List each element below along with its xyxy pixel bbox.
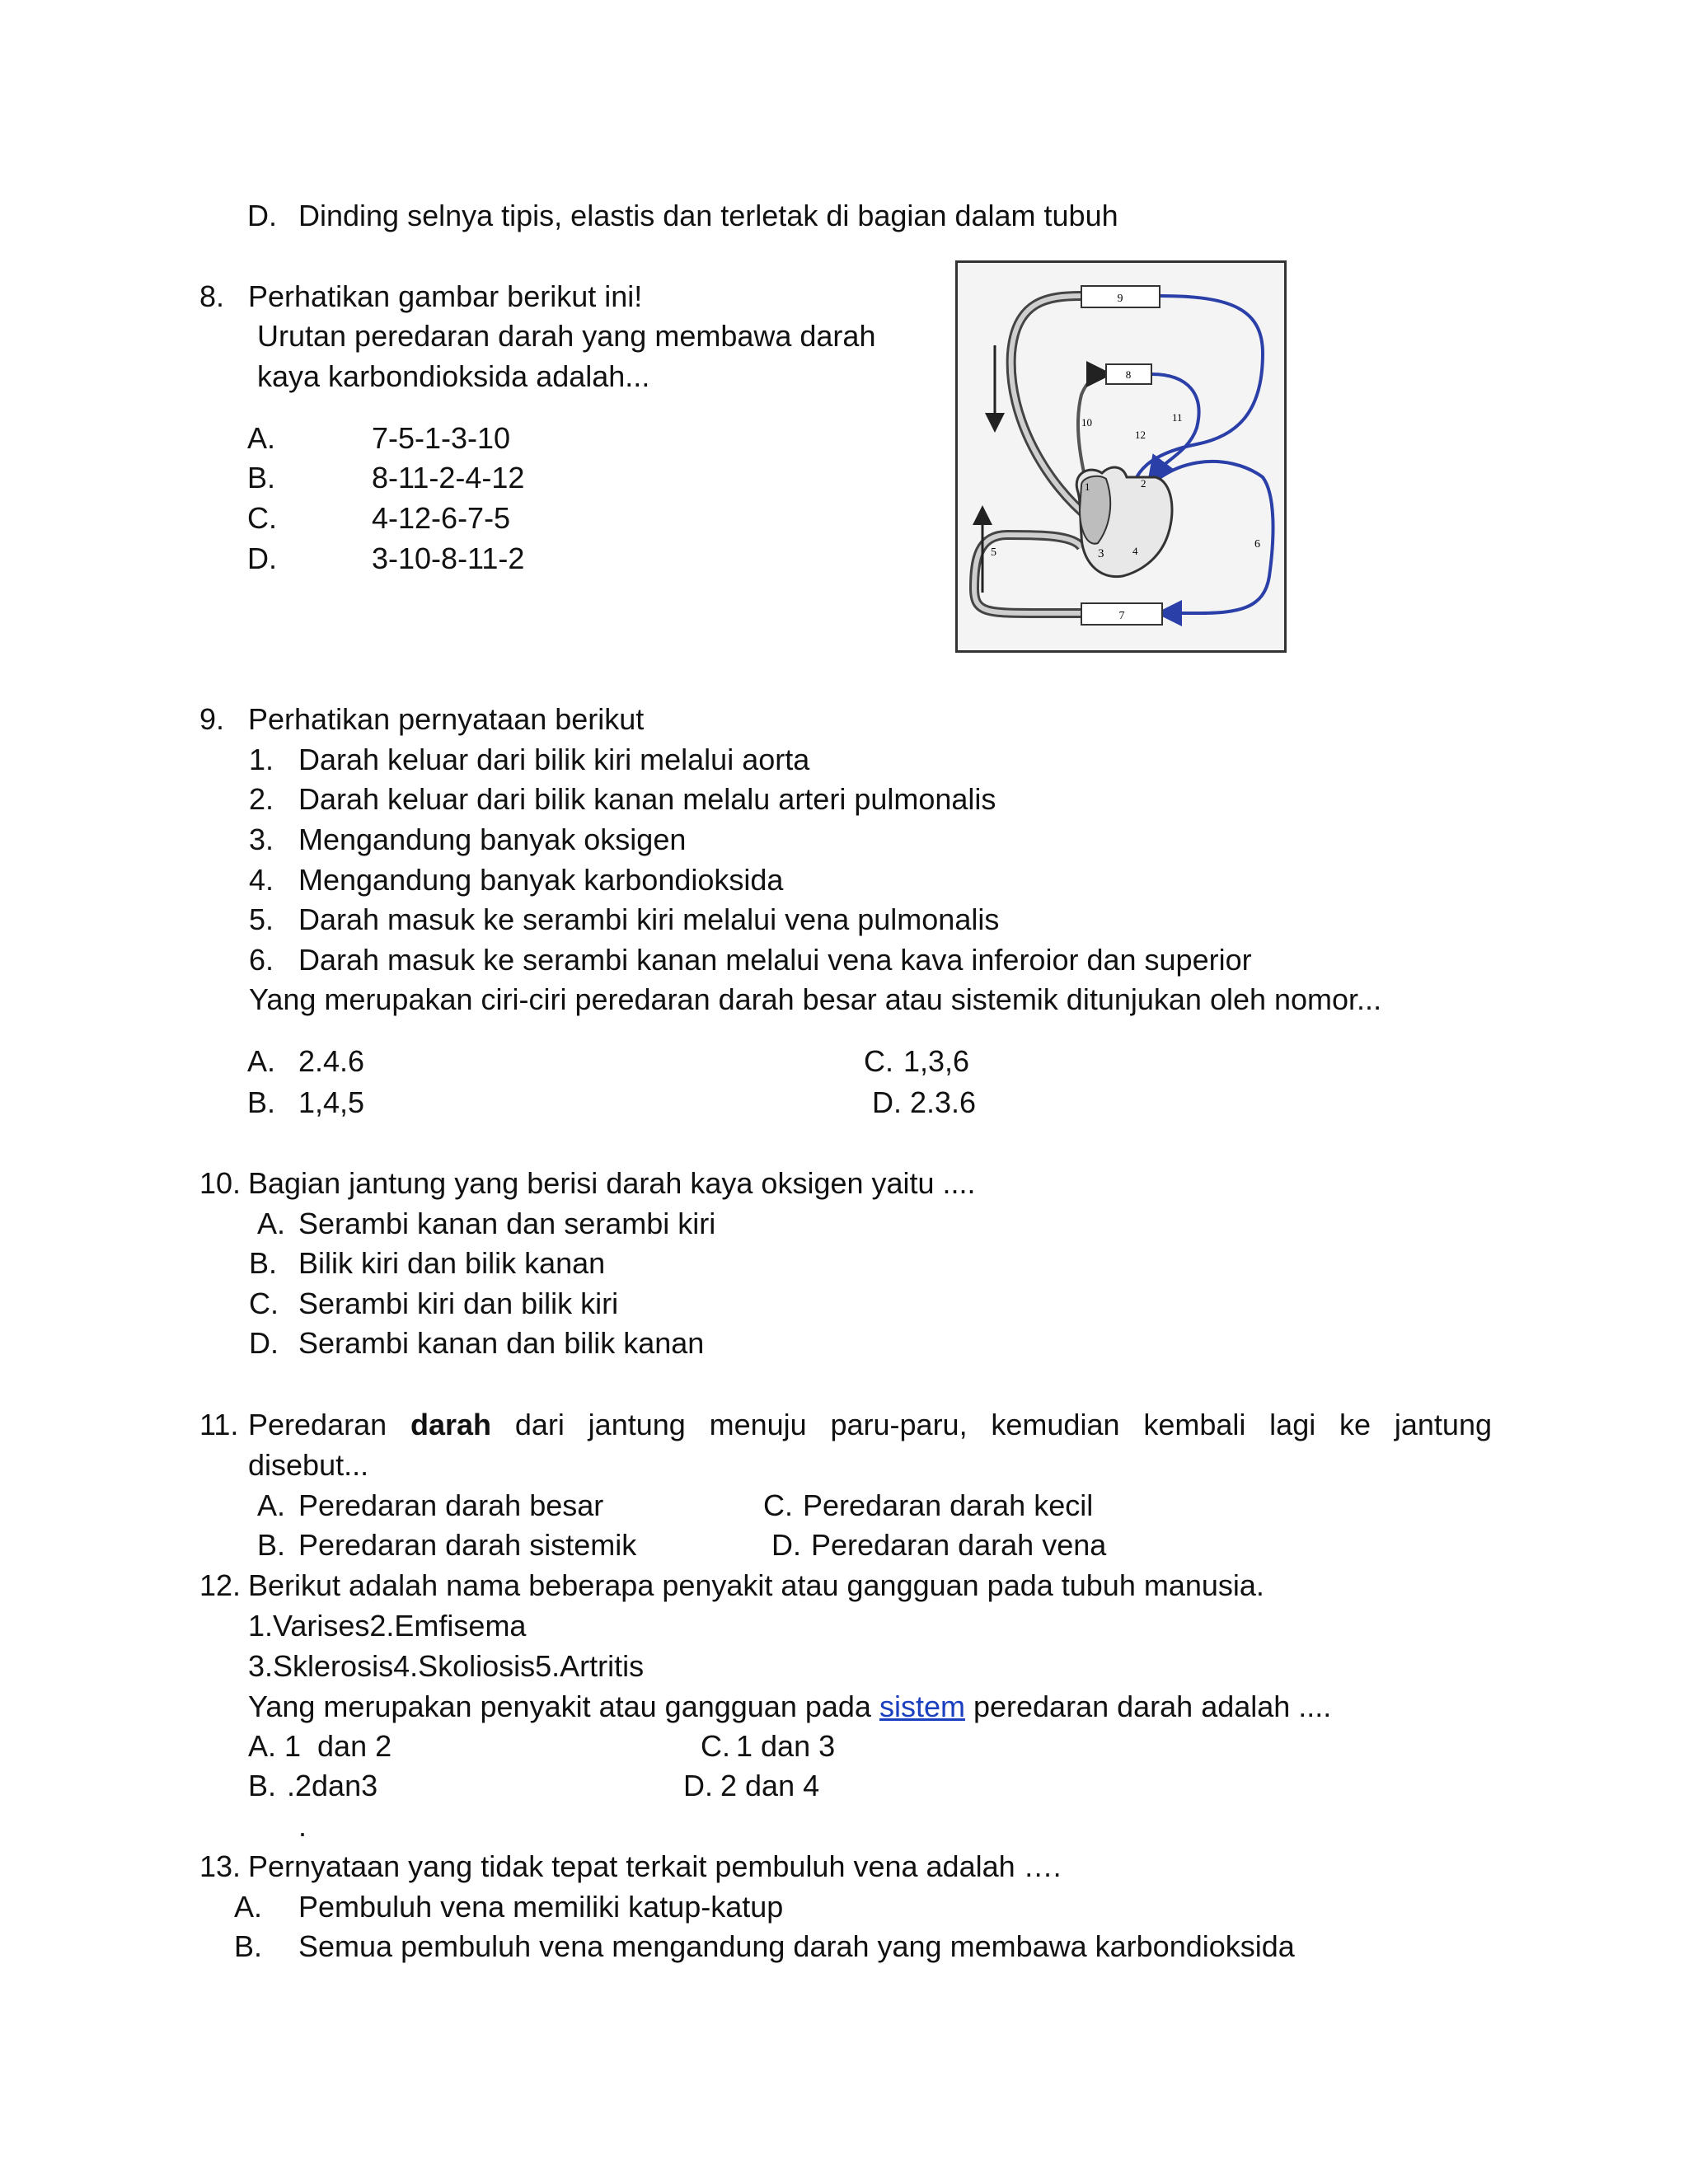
diagram-label: 11: [1172, 411, 1183, 424]
option-text: 1 dan 3: [736, 1729, 836, 1763]
statement-number: 3.: [249, 823, 274, 856]
option-text: Pembuluh vena memiliki katup-katup: [298, 1890, 784, 1924]
question-text: [248, 1410, 1492, 1440]
question-text: Bagian jantung yang berisi darah kaya oksigen yaitu ....: [248, 1166, 976, 1200]
option-text: 2 dan 4: [720, 1769, 820, 1802]
option-letter: A.: [247, 421, 276, 455]
option-letter: C.: [864, 1044, 893, 1078]
diagram-label: 5: [991, 546, 996, 559]
option-text: 2.4.6: [298, 1044, 365, 1078]
option-text: 1,3,6: [903, 1044, 970, 1078]
question-number: 10.: [199, 1166, 241, 1200]
diagram-label: 4: [1132, 545, 1138, 557]
question-text-line: kaya karbondioksida adalah...: [257, 359, 650, 393]
vessel-pulmonary-vein: [1151, 374, 1199, 477]
option-text: Serambi kanan dan bilik kanan: [298, 1326, 705, 1360]
statement-text: Mengandung banyak karbondioksida: [298, 863, 784, 897]
statement-text: Darah keluar dari bilik kiri melalui aorta: [298, 743, 810, 776]
option-letter: D.: [771, 1528, 801, 1562]
diagram-label: 1: [1085, 480, 1090, 493]
diagram-label: 8: [1125, 368, 1132, 381]
diagram-label: 2: [1141, 477, 1146, 490]
circulation-diagram-svg: [958, 263, 1284, 650]
option-text: Dinding selnya tipis, elastis dan terletak di bagian dalam tubuh: [298, 199, 1118, 232]
question-text: Pernyataan yang tidak tepat terkait pembuluh vena adalah ….: [248, 1849, 1062, 1883]
option-text: 4-12-6-7-5: [372, 501, 511, 535]
option-text: Peredaran darah besar: [298, 1488, 604, 1522]
question-number: 9.: [199, 702, 225, 736]
diagram-label: 3: [1098, 547, 1104, 560]
statement-text: Mengandung banyak oksigen: [298, 823, 687, 856]
option-letter: A.: [247, 1044, 276, 1078]
disease-list-line: 3.Sklerosis4.Skoliosis5.Artritis: [248, 1649, 645, 1683]
question-text: Perhatikan pernyataan berikut: [248, 702, 645, 736]
option-text: 1 dan 2: [284, 1729, 392, 1763]
sistem-link[interactable]: sistem: [879, 1690, 965, 1723]
statement-text: Darah masuk ke serambi kanan melalui vena kava inferoior dan superior: [298, 943, 1252, 977]
option-text: 8-11-2-4-12: [372, 461, 525, 494]
option-letter: D.: [247, 541, 277, 575]
option-letter: D.: [247, 199, 277, 232]
option-letter: A.: [257, 1488, 286, 1522]
question-text: Berikut adalah nama beberapa penyakit atau gangguan pada tubuh manusia.: [248, 1568, 1264, 1602]
statement-number: 2.: [249, 782, 274, 816]
question-text-bold: darah: [410, 1408, 491, 1441]
diagram-label: 6: [1254, 538, 1260, 551]
blood-circulation-diagram: [955, 260, 1287, 653]
statement-number: 5.: [249, 902, 274, 936]
option-letter: D.: [683, 1769, 713, 1802]
statement-text: Darah keluar dari bilik kanan melalu arteri pulmonalis: [298, 782, 996, 816]
question-number: 13.: [199, 1849, 241, 1883]
option-letter: A.: [257, 1207, 286, 1240]
option-letter: B.: [247, 1085, 276, 1119]
option-letter: C.: [247, 501, 277, 535]
option-letter: C.: [701, 1729, 730, 1763]
question-text: Perhatikan gambar berikut ini!: [248, 279, 643, 313]
option-text: Bilik kiri dan bilik kanan: [298, 1246, 606, 1280]
option-letter: C.: [249, 1286, 279, 1320]
option-letter: A.: [248, 1729, 277, 1763]
option-text: Serambi kanan dan serambi kiri: [298, 1207, 716, 1240]
statement-number: 4.: [249, 863, 274, 897]
question-text-part: Peredaran: [248, 1408, 387, 1441]
diagram-label: 7: [1118, 610, 1125, 622]
option-letter: B.: [247, 461, 276, 494]
question-number: 12.: [199, 1568, 241, 1602]
option-text: 1,4,5: [298, 1085, 365, 1119]
option-text: .2dan3: [287, 1769, 378, 1802]
option-text: Serambi kiri dan bilik kiri: [298, 1286, 619, 1320]
option-text: Peredaran darah vena: [811, 1528, 1107, 1562]
option-letter: B.: [234, 1929, 263, 1963]
question-number: 11.: [199, 1408, 239, 1441]
option-letter: A.: [234, 1890, 263, 1924]
question-prompt: Yang merupakan ciri-ciri peredaran darah besar atau sistemik ditunjukan oleh nomor...: [249, 982, 1382, 1016]
question-text-line: disebut...: [248, 1448, 369, 1482]
option-letter: B.: [257, 1528, 286, 1562]
diagram-label: 10: [1081, 416, 1092, 429]
question-text-line: Urutan peredaran darah yang membawa darah: [257, 319, 876, 353]
option-text: Peredaran darah kecil: [803, 1488, 1094, 1522]
question-prompt: [248, 1692, 1331, 1722]
option-text: 7-5-1-3-10: [372, 421, 511, 455]
option-text: Semua pembuluh vena mengandung darah yang membawa karbondioksida: [298, 1929, 1295, 1963]
diagram-label: 12: [1135, 429, 1146, 441]
statement-number: 6.: [249, 943, 274, 977]
diagram-label: 9: [1117, 293, 1123, 305]
question-prompt-part: Yang merupakan penyakit atau gangguan pada: [248, 1690, 871, 1723]
option-letter: D.: [872, 1085, 902, 1119]
question-prompt-part: peredaran darah adalah ....: [973, 1690, 1332, 1723]
stray-mark: .: [298, 1809, 307, 1843]
option-text: 3-10-8-11-2: [372, 541, 525, 575]
option-letter: B.: [249, 1246, 278, 1280]
option-letter: B.: [248, 1769, 277, 1802]
question-text-part: dari jantung menuju paru-paru, kemudian kembali lagi ke jantung: [514, 1408, 1492, 1441]
option-text: Peredaran darah sistemik: [298, 1528, 637, 1562]
option-letter: C.: [763, 1488, 793, 1522]
statement-number: 1.: [249, 743, 274, 776]
option-text: 2.3.6: [910, 1085, 977, 1119]
disease-list-line: 1.Varises2.Emfisema: [248, 1609, 527, 1643]
option-letter: D.: [249, 1326, 279, 1360]
question-number: 8.: [199, 279, 225, 313]
statement-text: Darah masuk ke serambi kiri melalui vena pulmonalis: [298, 902, 1000, 936]
